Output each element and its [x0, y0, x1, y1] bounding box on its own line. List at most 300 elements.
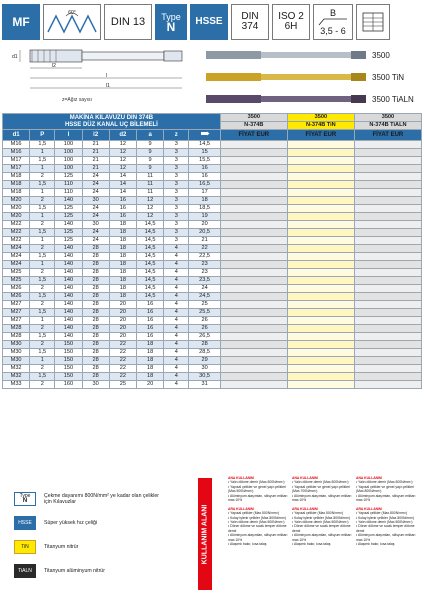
usage-line: • Yalın dökme demir (Max.500N/mm²) [356, 520, 413, 525]
usage-lines-bright [228, 480, 290, 546]
cell-p: 2 [30, 285, 55, 293]
legend-type-tag1: Type [19, 493, 31, 499]
cell-l2: 24 [82, 173, 109, 181]
table-row [3, 237, 422, 245]
price-cell [287, 229, 354, 237]
price-cell [287, 301, 354, 309]
price-cell [287, 197, 354, 205]
cell-l: 140 [55, 293, 82, 301]
table-row [3, 229, 422, 237]
cell-d1: M30 [3, 341, 30, 349]
cell-d2: 14 [109, 173, 136, 181]
cell-p: 1,5 [30, 373, 55, 381]
cell-z: 4 [164, 293, 189, 301]
price-cell [354, 213, 421, 221]
cell-a: 14,5 [137, 245, 164, 253]
cell-z: 4 [164, 365, 189, 373]
cell-l2: 21 [82, 141, 109, 149]
table-row [3, 197, 422, 205]
cell-l: 100 [55, 165, 82, 173]
price-cell [354, 349, 421, 357]
cell-p: 1,5 [30, 277, 55, 285]
type-label: Type [161, 12, 181, 22]
cell-l: 150 [55, 349, 82, 357]
legend [14, 490, 164, 586]
cell-drill: 26 [189, 317, 220, 325]
cell-drill: 26,5 [189, 333, 220, 341]
price-cell [354, 165, 421, 173]
cell-l2: 28 [82, 253, 109, 261]
cell-l2: 28 [82, 285, 109, 293]
price-cell [287, 141, 354, 149]
price-cell [287, 309, 354, 317]
iso-badge [272, 4, 310, 40]
cell-d2: 22 [109, 357, 136, 365]
cell-l2: 24 [82, 229, 109, 237]
price-cell [220, 221, 287, 229]
price-cell [220, 253, 287, 261]
price-cell [287, 261, 354, 269]
cell-d2: 18 [109, 285, 136, 293]
cell-z: 4 [164, 333, 189, 341]
cell-d1: M24 [3, 245, 30, 253]
legend-tin-text: Titanyum nitrür [44, 544, 79, 550]
cell-a: 14,5 [137, 229, 164, 237]
usage-line: • Kolay işlenir çelikler (Max.800N/mm²) [228, 515, 287, 520]
cell-drill: 23 [189, 261, 220, 269]
cell-p: 2 [30, 173, 55, 181]
cell-a: 18 [137, 349, 164, 357]
cell-d1: M28 [3, 325, 30, 333]
cell-z: 3 [164, 173, 189, 181]
spec-badges [2, 4, 422, 40]
cell-z: 3 [164, 157, 189, 165]
cell-p: 2 [30, 325, 55, 333]
cell-a: 14,5 [137, 221, 164, 229]
cell-d2: 18 [109, 253, 136, 261]
iso-line2: 6H [284, 21, 298, 32]
price-cell [287, 173, 354, 181]
table-row [3, 213, 422, 221]
cell-l: 150 [55, 373, 82, 381]
cell-d1: M18 [3, 189, 30, 197]
price-cell [354, 341, 421, 349]
cell-p: 1 [30, 261, 55, 269]
cell-drill: 29 [189, 357, 220, 365]
cell-l: 125 [55, 237, 82, 245]
cell-drill: 16 [189, 165, 220, 173]
price-cell [220, 173, 287, 181]
table-row [3, 293, 422, 301]
price-cell [354, 381, 421, 389]
price-cell [354, 317, 421, 325]
table-row [3, 301, 422, 309]
table-row [3, 309, 422, 317]
price-cell [287, 237, 354, 245]
cell-d1: M24 [3, 261, 30, 269]
price-cell [220, 157, 287, 165]
cell-a: 9 [137, 141, 164, 149]
cell-l2: 28 [82, 317, 109, 325]
usage-line: • Yapısal çelikler ve genel yapı çelikleri (Max.800N/mm²) [356, 484, 414, 494]
type-badge [155, 4, 187, 40]
cell-d2: 16 [109, 213, 136, 221]
col-header-l2: l2 [82, 130, 109, 141]
cell-z: 3 [164, 165, 189, 173]
cell-d2: 22 [109, 349, 136, 357]
cell-l: 100 [55, 141, 82, 149]
price-cell [287, 357, 354, 365]
cell-l: 100 [55, 149, 82, 157]
usage-line: • Kolay işlenir çelikler (Max.800N/mm²) [356, 515, 415, 520]
cell-l2: 30 [82, 221, 109, 229]
cell-p: 1,5 [30, 141, 55, 149]
price-cell [354, 237, 421, 245]
price-cell [354, 221, 421, 229]
cell-drill: 14,5 [189, 141, 220, 149]
price-cell [220, 301, 287, 309]
cell-l2: 28 [82, 277, 109, 285]
cell-d2: 12 [109, 165, 136, 173]
thread-angle-label: 60° [68, 10, 76, 16]
legend-type-tag [14, 492, 36, 506]
cell-z: 4 [164, 309, 189, 317]
usage-line: • Yalın dökme demir (Max.500N/mm²) [228, 520, 285, 525]
cell-p: 1,5 [30, 229, 55, 237]
hsse-label: HSSE [195, 16, 223, 27]
cell-p: 2 [30, 269, 55, 277]
price-cell [354, 149, 421, 157]
cell-d1: M27 [3, 317, 30, 325]
cell-z: 4 [164, 277, 189, 285]
cell-p: 2 [30, 341, 55, 349]
cell-z: 4 [164, 285, 189, 293]
cell-a: 14,5 [137, 237, 164, 245]
table-title-line1: MAKİNA KILAVUZU DIN 374B [69, 114, 154, 121]
price-cell [287, 325, 354, 333]
cell-l: 140 [55, 269, 82, 277]
cell-l2: 28 [82, 261, 109, 269]
cell-p: 1 [30, 357, 55, 365]
tap-label-bright: 3500 [372, 51, 390, 60]
cell-d1: M20 [3, 205, 30, 213]
cell-d1: M30 [3, 349, 30, 357]
mf-badge [2, 4, 40, 40]
cell-d2: 12 [109, 149, 136, 157]
cell-z: 4 [164, 325, 189, 333]
cell-d2: 20 [109, 317, 136, 325]
usage-line: • Yalın dökme demir (Max.500N/mm²) [228, 480, 285, 485]
col-header-l: l [55, 130, 82, 141]
cell-p: 2 [30, 365, 55, 373]
group-name-bright: N-374B [220, 122, 287, 130]
tap-tin-icon [206, 70, 366, 84]
cell-l2: 30 [82, 197, 109, 205]
price-cell [354, 157, 421, 165]
price-cell [220, 277, 287, 285]
legend-tialn-text: Titanyum alüminyum nitrür [44, 568, 105, 574]
cell-l: 100 [55, 157, 82, 165]
price-cell [354, 253, 421, 261]
usage-line: • Kolay işlenir çelikler (Max.800N/mm²) [292, 515, 351, 520]
cell-p: 1,5 [30, 253, 55, 261]
cell-l: 140 [55, 333, 82, 341]
cell-d1: M17 [3, 165, 30, 173]
cell-d1: M26 [3, 285, 30, 293]
price-cell [220, 237, 287, 245]
table-row [3, 381, 422, 389]
usage-line: • Alüminyum alaşımları, silisyum miktarı max.10% [292, 533, 352, 542]
cell-p: 1,5 [30, 349, 55, 357]
table-row [3, 221, 422, 229]
table-row [3, 181, 422, 189]
col-header-a: a [137, 130, 164, 141]
usage-line: • Yalın dökme demir (Max.500N/mm²) [292, 520, 349, 525]
usage-line: ARA KULLANIM [228, 506, 254, 511]
cell-drill: 22,5 [189, 253, 220, 261]
cell-l: 125 [55, 213, 82, 221]
price-cell [220, 141, 287, 149]
usage-col-tin [292, 476, 354, 592]
group-name-tin: N-374B TiN [287, 122, 354, 130]
price-cell [354, 181, 421, 189]
cell-l: 150 [55, 341, 82, 349]
cell-a: 16 [137, 333, 164, 341]
price-cell [354, 333, 421, 341]
cell-p: 1,5 [30, 309, 55, 317]
l2-label: l2 [52, 63, 56, 69]
l-label: l [106, 73, 108, 79]
cell-d2: 20 [109, 325, 136, 333]
tap-image-tialn [206, 92, 366, 106]
price-cell [287, 157, 354, 165]
cell-a: 20 [137, 381, 164, 389]
usage-head-bright: ANA KULLANIM [228, 476, 254, 480]
cell-p: 1,5 [30, 157, 55, 165]
table-row [3, 341, 422, 349]
cell-d1: M16 [3, 149, 30, 157]
cell-l: 150 [55, 357, 82, 365]
price-cell [354, 173, 421, 181]
price-header-tin: FİYAT EUR [287, 130, 354, 141]
price-cell [354, 205, 421, 213]
cell-d2: 18 [109, 261, 136, 269]
cell-drill: 15,5 [189, 157, 220, 165]
din374-badge [231, 4, 269, 40]
legend-hsse [14, 514, 164, 532]
table-row [3, 261, 422, 269]
cell-l: 140 [55, 245, 82, 253]
cell-a: 16 [137, 309, 164, 317]
iso-line1: ISO 2 [278, 11, 304, 22]
cell-z: 4 [164, 253, 189, 261]
table-row [3, 157, 422, 165]
cell-l2: 21 [82, 157, 109, 165]
table-row [3, 325, 422, 333]
cell-drill: 20 [189, 221, 220, 229]
cell-z: 3 [164, 141, 189, 149]
table-row [3, 245, 422, 253]
price-cell [287, 221, 354, 229]
cell-d1: M25 [3, 277, 30, 285]
cell-drill: 24 [189, 285, 220, 293]
cell-d1: M32 [3, 373, 30, 381]
cell-p: 2 [30, 245, 55, 253]
cell-z: 4 [164, 373, 189, 381]
cell-a: 12 [137, 197, 164, 205]
legend-tialn [14, 562, 164, 580]
cell-l2: 21 [82, 149, 109, 157]
cell-l: 150 [55, 365, 82, 373]
din374-line1: DIN [241, 11, 259, 22]
usage-line: • Döner dökme ve sıcak temper dökme demir [292, 524, 351, 533]
cell-z: 3 [164, 213, 189, 221]
b-range: 3,5 - 6 [320, 26, 346, 36]
cell-p: 1 [30, 213, 55, 221]
tap-image-tin [206, 70, 366, 84]
cell-z: 3 [164, 181, 189, 189]
table-row [3, 253, 422, 261]
cell-a: 14,5 [137, 261, 164, 269]
table-title [3, 114, 221, 130]
cell-l: 140 [55, 317, 82, 325]
legend-tialn-tag: TiALN [14, 564, 36, 578]
cell-a: 18 [137, 373, 164, 381]
cell-drill: 23 [189, 269, 220, 277]
l1-label: l1 [106, 83, 110, 89]
group-code-bright: 3500 [220, 114, 287, 122]
price-cell [354, 309, 421, 317]
price-cell [220, 357, 287, 365]
flute-count-caption: z=Ağız sayısı [62, 97, 92, 103]
price-cell [220, 373, 287, 381]
table-row [3, 173, 422, 181]
cell-a: 18 [137, 341, 164, 349]
price-cell [220, 205, 287, 213]
cell-drill: 18,5 [189, 205, 220, 213]
usage-line: ARA KULLANIM [292, 506, 318, 511]
cell-drill: 30 [189, 365, 220, 373]
cell-l: 140 [55, 301, 82, 309]
price-cell [220, 325, 287, 333]
cell-d2: 14 [109, 181, 136, 189]
cell-l: 110 [55, 181, 82, 189]
cell-l2: 30 [82, 381, 109, 389]
price-cell [354, 357, 421, 365]
cell-l2: 28 [82, 245, 109, 253]
cut-type-badge [356, 4, 390, 40]
cell-d2: 12 [109, 141, 136, 149]
usage-line: • Yapısal çelikler ve genel yapı çelikleri (Max.700N/mm²) [292, 484, 350, 494]
cell-l: 125 [55, 229, 82, 237]
price-header-bright: FİYAT EUR [220, 130, 287, 141]
cell-a: 16 [137, 325, 164, 333]
cell-p: 2 [30, 301, 55, 309]
cell-l2: 24 [82, 189, 109, 197]
usage-line: • Alaşımlı bakır, kısa talaş [292, 542, 331, 547]
cell-z: 3 [164, 189, 189, 197]
cell-d2: 22 [109, 365, 136, 373]
cell-l2: 24 [82, 237, 109, 245]
cell-d2: 14 [109, 189, 136, 197]
cell-a: 18 [137, 357, 164, 365]
cell-p: 1,5 [30, 205, 55, 213]
usage-line: • Alüminyum alaşımları, silisyum miktarı max.10% [228, 533, 288, 542]
usage-line: • Alüminyum alaşımları, silisyum miktarı max.10% [228, 493, 288, 503]
product-table [2, 113, 422, 389]
cell-d1: M28 [3, 333, 30, 341]
cell-d2: 18 [109, 245, 136, 253]
table-row [3, 373, 422, 381]
cell-a: 14,5 [137, 269, 164, 277]
col-header-p: P [30, 130, 55, 141]
cell-drill: 23,5 [189, 277, 220, 285]
tap-drawing-icon [2, 44, 202, 96]
cell-drill: 16 [189, 173, 220, 181]
cell-drill: 24,5 [189, 293, 220, 301]
cell-d2: 16 [109, 205, 136, 213]
cell-l2: 28 [82, 333, 109, 341]
cell-l2: 21 [82, 165, 109, 173]
cell-d2: 18 [109, 277, 136, 285]
cell-z: 3 [164, 229, 189, 237]
tap-image-bright [206, 48, 366, 62]
cell-l: 140 [55, 253, 82, 261]
legend-hsse-text: Süper yüksek hız çeliği [44, 520, 98, 526]
cell-d1: M16 [3, 141, 30, 149]
cell-z: 4 [164, 261, 189, 269]
cell-z: 3 [164, 197, 189, 205]
price-cell [354, 285, 421, 293]
cell-z: 3 [164, 237, 189, 245]
cell-drill: 28 [189, 341, 220, 349]
usage-head-tin: ANA KULLANIM [292, 476, 318, 480]
usage-line: • Yapısal çelikler (Max.500N/mm²) [292, 511, 343, 516]
cell-drill: 26 [189, 325, 220, 333]
price-cell [287, 293, 354, 301]
cell-l2: 28 [82, 325, 109, 333]
usage-col-tialn [356, 476, 418, 592]
price-cell [354, 189, 421, 197]
group-name-tialn: N-374B TiALN [354, 122, 421, 130]
cell-p: 1 [30, 237, 55, 245]
table-row [3, 165, 422, 173]
straight-flute-icon [360, 10, 386, 34]
col-header-z: z [164, 130, 189, 141]
cell-d2: 18 [109, 229, 136, 237]
b-chamfer-badge [313, 4, 353, 40]
cell-l2: 28 [82, 365, 109, 373]
cell-d2: 20 [109, 301, 136, 309]
cell-drill: 25 [189, 301, 220, 309]
table-row [3, 365, 422, 373]
mf-label: MF [12, 15, 30, 29]
tap-label-tialn: 3500 TiALN [372, 95, 414, 104]
cell-d2: 22 [109, 373, 136, 381]
din13-badge [104, 4, 152, 40]
usage-line: • Döner dökme ve sıcak temper dökme demir [356, 524, 415, 533]
price-cell [354, 245, 421, 253]
cell-a: 9 [137, 149, 164, 157]
price-cell [287, 341, 354, 349]
price-cell [287, 149, 354, 157]
price-cell [354, 293, 421, 301]
cell-d1: M25 [3, 269, 30, 277]
tap-label-tin: 3500 TiN [372, 73, 405, 82]
price-cell [354, 229, 421, 237]
cell-d1: M18 [3, 173, 30, 181]
cell-l: 140 [55, 197, 82, 205]
